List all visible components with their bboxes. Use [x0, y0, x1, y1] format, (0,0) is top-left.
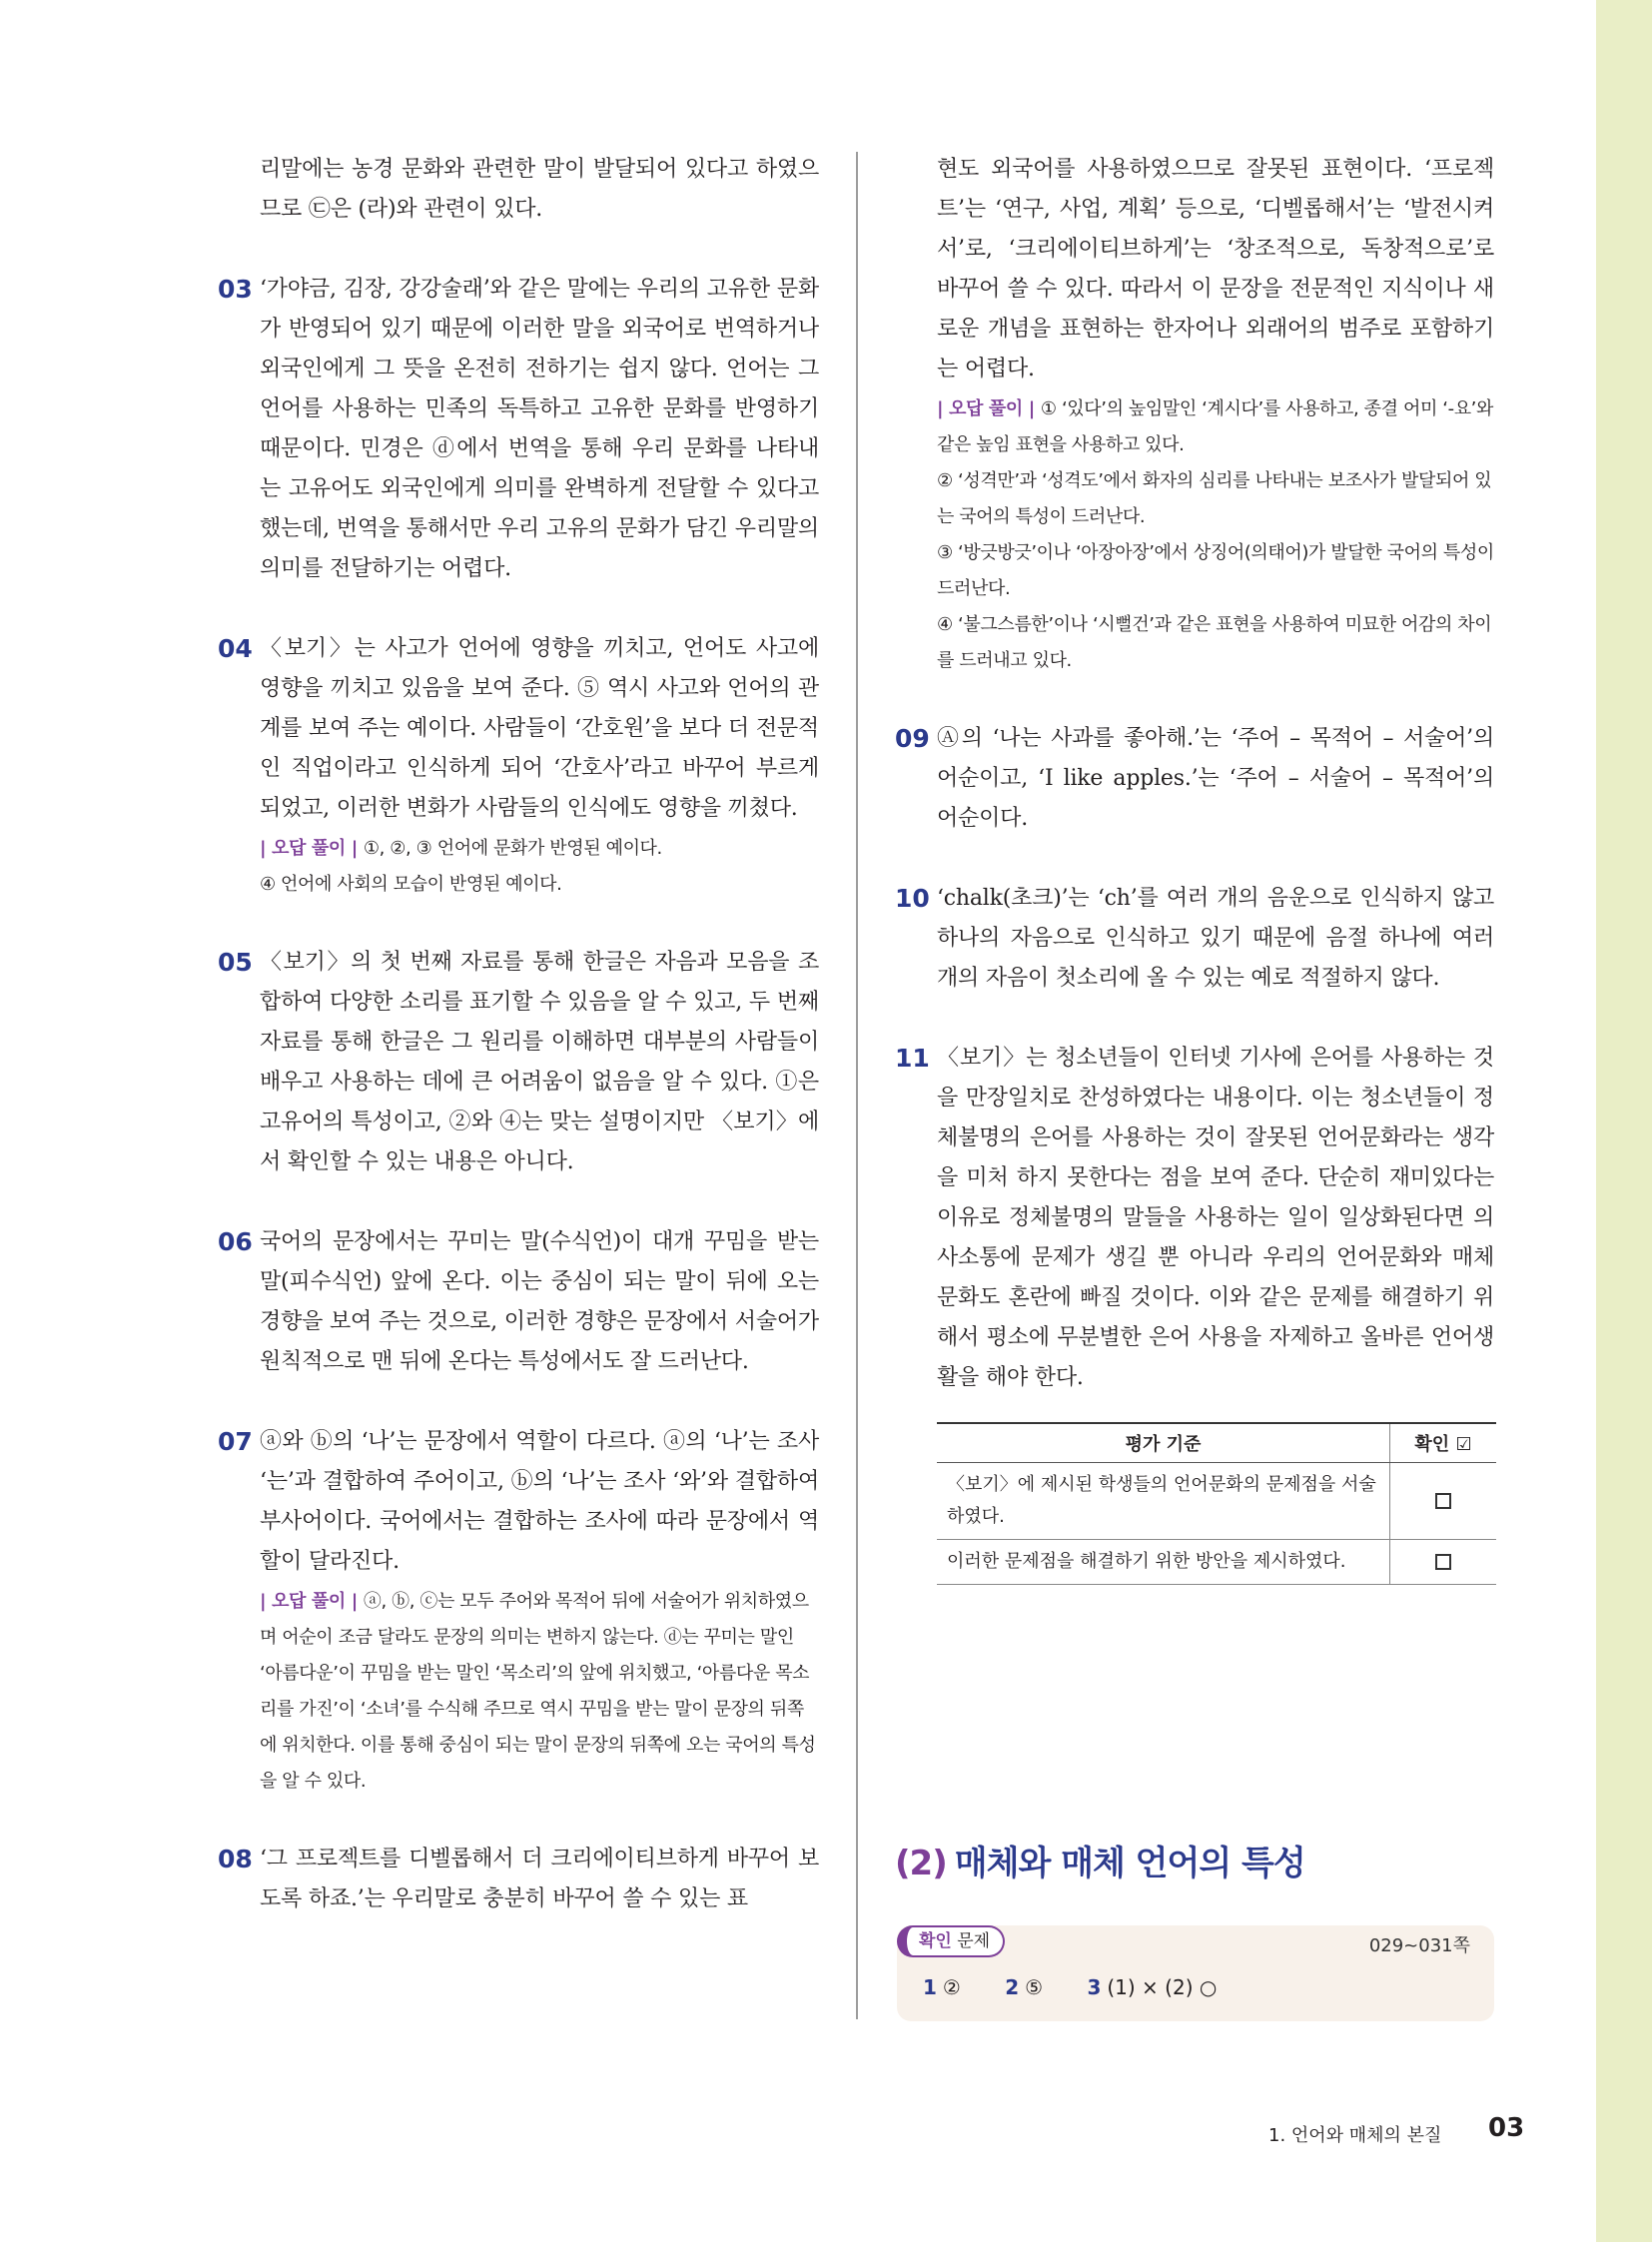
item-text: 국어의 문장에서는 꾸미는 말(수식언)이 대개 꾸밈을 받는 말(피수식언) 앞에 온다. 이는 중심이 되는 말이 뒤에 오는 경향을 보여 주는 것으로, 이러한 경향은 문장에서 서술어가 원칙적으로 맨 뒤에 온다는 특성에서도 잘 드러난다.: [260, 1229, 819, 1374]
item-text: ‘가야금, 김장, 강강술래’와 같은 말에는 우리의 고유한 문화가 반영되어 있기 때문에 이러한 말을 외국어로 번역하거나 외국인에게 그 뜻을 온전히 전하기는 쉽지 않다. 언어는 그 언어를 사용하는 민족의 독특하고 고유한 문화를 반영하기 때문이다. 민경은 ⓓ에서 번역을 통해 우리 문화를 나타내는 고유어도 외국인에게 의미를 완벽하게 전달할 수 있다고 했는데, 번역을 통해서만 우리 고유의 문화가 담긴 우리말의 의미를 전달하기는 어렵다.: [260, 277, 819, 581]
right-column: [895, 150, 1494, 1585]
confirm-label-rest: 문제: [951, 1931, 991, 1951]
item-text: 〈보기〉는 사고가 언어에 영향을 끼치고, 언어도 사고에 영향을 끼치고 있음을 보여 준다. ⑤ 역시 사고와 언어의 관계를 보여 주는 예이다. 사람들이 ‘간호원’을 보다 더 전문적인 직업이라고 인식하게 되어 ‘간호사’라고 바꾸어 부르게 되었고, 이러한 변화가 사람들의 인식에도 영향을 끼쳤다.: [260, 636, 819, 821]
item-text: 〈보기〉의 첫 번째 자료를 통해 한글은 자음과 모음을 조합하여 다양한 소리를 표기할 수 있음을 알 수 있고, 두 번째 자료를 통해 한글은 그 원리를 이해하면 대부분의 사람들이 배우고 사용하는 데에 큰 어려움이 없음을 알 수 있다. ①은 고유어의 특성이고, ②와 ④는 맞는 설명이지만 〈보기〉에서 확인할 수 있는 내용은 아니다.: [260, 950, 819, 1174]
answer-item-10: [895, 879, 1494, 999]
side-color-band: [1596, 0, 1652, 2242]
answer-value: ②: [942, 1975, 961, 1999]
section-number: (2): [895, 1844, 947, 1883]
note-line: ④ 언어에 사회의 모습이 반영된 예이다.: [260, 874, 562, 895]
wrong-answer-note: [260, 831, 819, 903]
evaluation-table: [937, 1422, 1496, 1585]
confirm-label-bold: 확인: [919, 1931, 952, 1951]
confirm-question-tab: [897, 1925, 1005, 1957]
continuation-paragraph: [895, 150, 1494, 679]
item-number: 11: [895, 1044, 930, 1073]
answer-item-08: [218, 1840, 819, 1919]
answer-entry: [1087, 1975, 1217, 1999]
item-text: ⓐ와 ⓑ의 ‘나’는 문장에서 역할이 다르다. ⓐ의 ‘나’는 조사 ‘는’과 결합하여 주어이고, ⓑ의 ‘나’는 조사 ‘와’와 결합하여 부사어이다. 국어에서는 결합하는 조사에 따라 문장에서 역할이 달라진다.: [260, 1429, 819, 1574]
chapter-footer: 1. 언어와 매체의 본질: [1268, 2125, 1442, 2146]
section-title: [895, 1836, 1305, 1884]
checkbox[interactable]: [1435, 1493, 1451, 1509]
page-range: 029~031쪽: [1368, 1935, 1470, 1956]
item-number: 04: [218, 634, 253, 663]
answer-item-04: [218, 629, 819, 903]
criteria-cell: 〈보기〉에 제시된 학생들의 언어문화의 문제점을 서술하였다.: [937, 1463, 1390, 1540]
note-line: ③ ‘방긋방긋’이나 ‘아장아장’에서 상징어(의태어)가 발달한 국어의 특성이 드러난다.: [937, 542, 1494, 599]
answer-item-11: [895, 1039, 1494, 1398]
answer-entry: [1005, 1975, 1043, 1999]
item-number: 10: [895, 884, 930, 913]
table-header-criteria: 평가 기준: [937, 1423, 1390, 1463]
item-number: 06: [218, 1227, 253, 1256]
item-text: ‘chalk(초크)’는 ‘ch’를 여러 개의 음운으로 인식하지 않고 하나의 자음으로 인식하고 있기 때문에 음절 하나에 여러 개의 자음이 첫소리에 올 수 있는 예로 적절하지 않다.: [937, 886, 1494, 991]
answer-item-03: [218, 270, 819, 589]
note-line: ①, ②, ③ 언어에 문화가 반영된 예이다.: [363, 838, 662, 859]
item-text: ‘그 프로젝트를 디벨롭해서 더 크리에이티브하게 바꾸어 보도록 하죠.’는 우리말로 충분히 바꾸어 쓸 수 있는 표: [260, 1847, 819, 1911]
confirm-question-box: [897, 1925, 1494, 2021]
note-line: ⓐ, ⓑ, ⓒ는 모두 주어와 목적어 뒤에 서술어가 위치하였으며 어순이 조금 달라도 문장의 의미는 변하지 않는다. ⓓ는 꾸미는 말인 ‘아름다운’이 꾸밈을 받는 말인 ‘목소리’의 앞에 위치했고, ‘아름다운 목소리를 가진’이 ‘소녀’를 수식해 주므로 역시 꾸밈을 받는 말이 문장의 뒤쪽에 위치한다. 이를 통해 중심이 되는 말이 문장의 뒤쪽에 오는 국어의 특성을 알 수 있다.: [260, 1591, 816, 1792]
note-line: ④ ‘불그스름한’이나 ‘시뻘건’과 같은 표현을 사용하여 미묘한 어감의 차이를 드러내고 있다.: [937, 614, 1492, 671]
answer-entry: [923, 1975, 961, 1999]
continuation-text: 현도 외국어를 사용하였으므로 잘못된 표현이다. ‘프로젝트’는 ‘연구, 사업, 계획’ 등으로, ‘디벨롭해서’는 ‘발전시켜서’로, ‘크리에이티브하게’는 ‘창조적으로, 독창적으로’로 바꾸어 쓸 수 있다. 따라서 이 문장을 전문적인 지식이나 새로운 개념을 표현하는 한자어나 외래어의 범주로 포함하기는 어렵다.: [937, 157, 1494, 381]
checkbox[interactable]: [1435, 1554, 1451, 1570]
wrong-answer-note: [260, 1584, 819, 1800]
answer-number: 2: [1005, 1975, 1020, 1999]
section-title-text: 매체와 매체 언어의 특성: [954, 1844, 1305, 1883]
table-row: [937, 1540, 1496, 1585]
note-label: | 오답 풀이 |: [260, 1591, 358, 1612]
page-number: 03: [1488, 2113, 1525, 2143]
answer-item-06: [218, 1222, 819, 1382]
item-number: 08: [218, 1845, 253, 1873]
item-number: 09: [895, 724, 930, 753]
note-line: ② ‘성격만’과 ‘성격도’에서 화자의 심리를 나타내는 보조사가 발달되어 있는 국어의 특성이 드러난다.: [937, 470, 1492, 527]
answer-item-05: [218, 943, 819, 1182]
answer-item-09: [895, 719, 1494, 839]
continuation-text: 리말에는 농경 문화와 관련한 말이 발달되어 있다고 하였으므로 ㉢은 (라)와 관련이 있다.: [260, 157, 819, 222]
table-header-check: 확인 ☑: [1390, 1423, 1497, 1463]
answer-number: 1: [923, 1975, 937, 1999]
note-label: | 오답 풀이 |: [937, 398, 1035, 419]
item-text: Ⓐ의 ‘나는 사과를 좋아해.’는 ‘주어 – 목적어 – 서술어’의 어순이고, ‘I like apples.’는 ‘주어 – 서술어 – 목적어’의 어순이다.: [937, 726, 1494, 831]
item-text: 〈보기〉는 청소년들이 인터넷 기사에 은어를 사용하는 것을 만장일치로 찬성하였다는 내용이다. 이는 청소년들이 정체불명의 은어를 사용하는 것이 잘못된 언어문화라는 생각을 미처 하지 못한다는 점을 보여 준다. 단순히 재미있다는 이유로 정체불명의 말들을 사용하는 일이 일상화된다면 의사소통에 문제가 생길 뿐 아니라 우리의 언어문화와 매체 문화도 혼란에 빠질 것이다. 이와 같은 문제를 해결하기 위해서 평소에 무분별한 은어 사용을 자제하고 올바른 언어생활을 해야 한다.: [937, 1046, 1494, 1390]
left-column: [218, 150, 819, 1919]
answer-value: ⑤: [1025, 1975, 1044, 1999]
table-row: [937, 1463, 1496, 1540]
column-divider: [856, 152, 858, 2019]
item-number: 07: [218, 1427, 253, 1456]
answer-item-07: [218, 1422, 819, 1800]
item-number: 03: [218, 275, 253, 304]
wrong-answer-note: [937, 391, 1494, 679]
answer-value: (1) × (2) ○: [1107, 1975, 1218, 1999]
criteria-cell: 이러한 문제점을 해결하기 위한 방안을 제시하였다.: [937, 1540, 1390, 1585]
answer-list: [923, 1975, 1254, 1999]
continuation-paragraph: [218, 150, 819, 230]
note-line: ① ‘있다’의 높임말인 ‘계시다’를 사용하고, 종결 어미 ‘-요’와 같은 높임 표현을 사용하고 있다.: [937, 398, 1493, 455]
item-number: 05: [218, 948, 253, 977]
answer-number: 3: [1087, 1975, 1102, 1999]
note-label: | 오답 풀이 |: [260, 838, 358, 859]
